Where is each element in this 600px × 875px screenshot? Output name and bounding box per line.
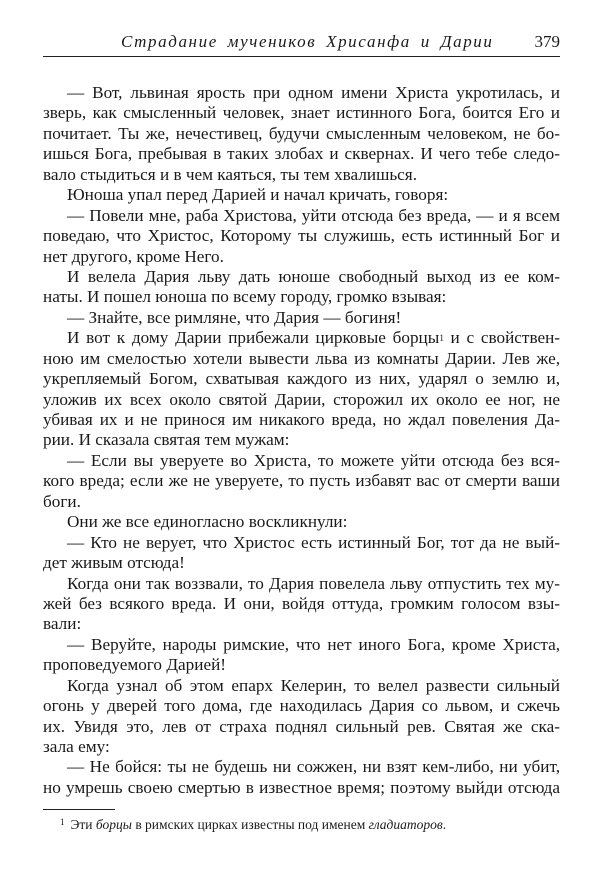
text-line: укрепляемый Богом, схватывая каждого из них, ударял о землю и, xyxy=(43,369,560,389)
footnote-divider xyxy=(43,809,115,810)
text-line: Когда узнал об этом епарх Келерин, то велел развести сильный xyxy=(67,675,560,695)
footnote-text: в римских цирках известны под именем xyxy=(131,817,369,832)
text-line: И велела Дария льву дать юноше свободный выход из ее ком- xyxy=(67,266,560,286)
text-line: — Повели мне, раба Христова, уйти отсюда без вреда, — и я всем xyxy=(67,205,560,225)
text-line: но умрешь своею смертью в известное время; поэтому выйди отсюда xyxy=(43,777,560,797)
footnote-text: Эти xyxy=(70,817,96,832)
text-line: И вот к дому Дарии прибежали цирковые борцы$^1$ и с свойствен- xyxy=(67,328,561,348)
text-line: Юноша упал перед Дарией и начал кричать, говоря: xyxy=(67,185,449,205)
text-line: жей без всякого вреда. И они, войдя оттуда, громким голосом взы- xyxy=(43,593,560,613)
text-line: огонь у дверей того дома, где находилась Дария со львом, и сжечь xyxy=(43,696,560,716)
text-line: — Если вы уверуете во Христа, то можете уйти отсюда без вся- xyxy=(67,450,560,470)
text-line: — Веруйте, народы римские, что нет иного Бога, кроме Христа, xyxy=(67,634,560,654)
text-line: зала ему: xyxy=(43,737,110,756)
text-line: — Не бойся: ты не будешь ни сожжен, ни взят кем-либо, ни убит, xyxy=(67,757,560,777)
text-line: — Знайте, все римляне, что Дария — богиня! xyxy=(67,307,402,327)
footnote-emphasis: борцы xyxy=(95,817,132,832)
text-line: их. Увидя это, лев от страха поднял сильный рев. Святая же ска- xyxy=(43,716,560,736)
footnote-emphasis: гладиаторов xyxy=(368,817,443,832)
footnote xyxy=(60,817,446,833)
text-line: — Вот, львиная ярость при одном имени Христа укротилась, и xyxy=(67,83,560,102)
text-line: убивая их и не принося им никакого вреда, но ждал повеления Да- xyxy=(43,410,560,429)
text-line: вали: xyxy=(43,614,82,634)
text-line: уложив их всех около святой Дарии, сторожил их около ее ног, не xyxy=(43,389,560,409)
page-number: 379 xyxy=(534,32,560,51)
text-line: вало стыдиться и в чем каяться, ты тем хвалишься. xyxy=(43,164,418,184)
text-line: Когда они так воззвали, то Дария повелела льву отпустить тех му- xyxy=(67,573,560,593)
text-line: ною им смелостью хотели вывести льва из комнаты Дарии. Лев же, xyxy=(43,348,560,368)
footnote-reference: 1 xyxy=(439,333,444,344)
text-line: наты. И пошел юноша по всему городу, громко взывая: xyxy=(43,287,447,307)
text-line: поведаю, что Христос, Которому ты служишь, есть истинный Бог и xyxy=(43,226,560,246)
text-line: Они же все единогласно воскликнули: xyxy=(67,512,348,532)
text-line: — Кто не верует, что Христос есть истинный Бог, тот да не вый- xyxy=(67,532,560,552)
text-line: нет другого, кроме Него. xyxy=(43,246,224,266)
footnote-text: . xyxy=(442,817,447,832)
text-line: проповедуемого Дарией! xyxy=(43,655,227,675)
running-header xyxy=(43,28,560,57)
body-text xyxy=(43,83,560,798)
text-line: рии. И сказала святая тем мужам: xyxy=(43,430,290,450)
running-title: Страдание мучеников Хрисанфа и Дарии xyxy=(121,32,494,51)
text-line: почитает. Ты же, нечестивец, будучи смысленным человеком, не бо- xyxy=(43,123,560,143)
text-line: дет живым отсюда! xyxy=(43,553,185,573)
text-line: ишься Бога, пребывая в таких злобах и сквернах. И чего тебе следо- xyxy=(43,144,560,164)
footnote-mark: 1 xyxy=(60,817,65,827)
text-line: кого вреда; если же не уверуете, то пусть избавят вас от смерти ваши xyxy=(43,471,560,491)
text-line: зверь, как смысленный человек, знает истинного Бога, боится Его и xyxy=(43,103,560,123)
text-line: боги. xyxy=(43,491,81,511)
